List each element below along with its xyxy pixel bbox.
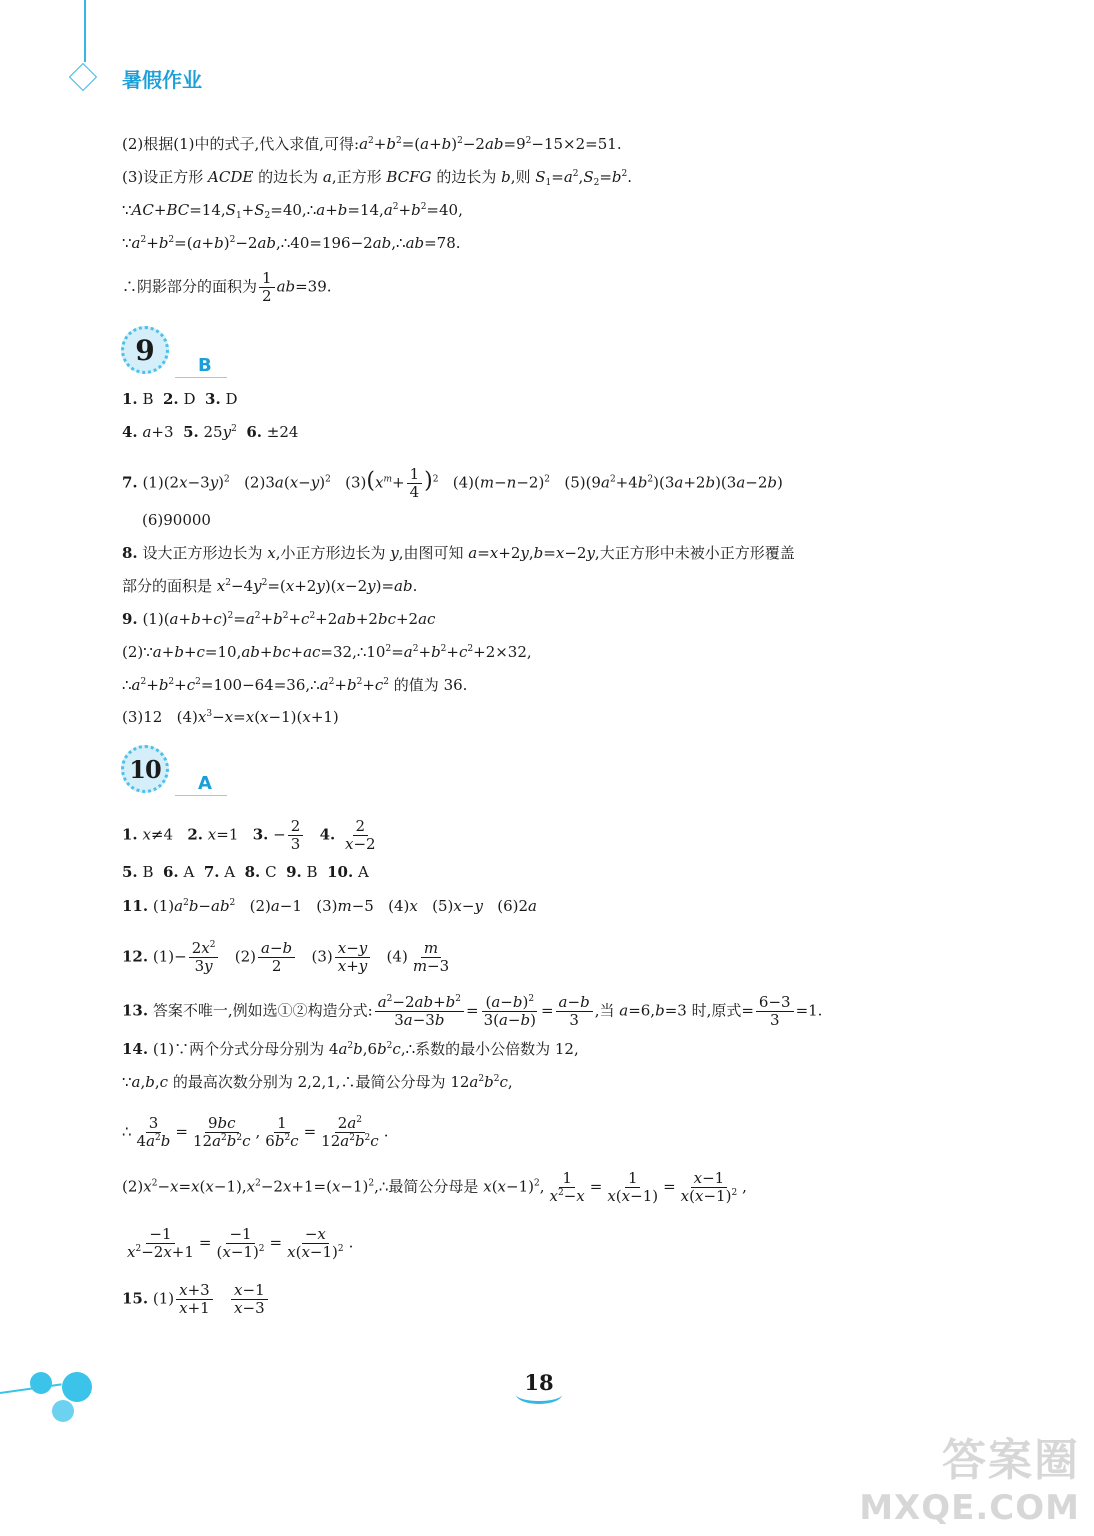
watermark [859,1424,1080,1528]
section-9-badge-icon: 9 [121,326,169,374]
s9-line-5: 8. 设大正方形边长为 x,小正方形边长为 y,由图可知 a=x+2y,b=x−2y,大正方形中未被小正方形覆盖 [122,544,795,562]
section-9-rule [175,377,227,378]
section-10-label: A [198,773,212,794]
s10-line-11: 15. (1) $\frac{x+3}{x+1}$ $\frac{x-1}{x-3}$ [122,1282,270,1317]
section-10-rule [175,795,227,796]
s9-line-7: 9. $(1)(a+b+c)^2=a^2+b^2+c^2+2ab+2bc+2ac$ [122,610,436,628]
s9-line-10: (3)12 $(4)x^3-x=x(x-1)(x+1)$ [122,708,339,726]
s10-line-8: ∴ $\frac{3}{4a^2b}$ = $\frac{9bc}{12a^2b^2c}$ , $\frac{1}{6b^2c}$ = $\frac{2a^2}{12a^2b^2c}$ . [122,1114,389,1150]
decor-dot-icon [30,1372,52,1394]
s10-line-6: 14. (1)∵两个分式分母分别为 $4a^2b,6b^2c,\therefore$系数的最小公倍数为 12, [122,1040,579,1058]
s10-line-7: ∵a,b,c 的最高次数分别为 2,2,1,∴最简公分母为 $12a^2b^2c$, [122,1073,513,1091]
prev-line-3: $\because AC+BC=14,S_1+S_2=40,\therefore a+b=14,a^2+b^2=40$, [122,201,463,221]
section-9-label: B [198,355,212,376]
s10-line-1: 1. x≠4 2. x=1 3. − $\frac{2}{3}$ 4. $\frac{2}{x-2}$ [122,817,376,853]
decor-dot-icon [62,1372,92,1402]
watermark-line-2: MXQE.COM [859,1488,1080,1528]
page-number: 18 [510,1358,568,1406]
s9-line-3: 7. $(1)(2x-3y)^2$ $(2)3a(x-y)^2$ $(3)(x^m+$ $\frac{1}{4}$ )$^2$ $(4)(m-n-2)^2$ $(5)(9a^2+4b^2)(3a+2b)(3a-2b)$ [122,465,783,501]
header-vertical-line [84,0,86,62]
s10-line-5: 13. 答案不唯一,例如选①②构造分式: $\frac{a^2-2ab+b^2}{3a-3b}$ = $\frac{(a-b)^2}{3(a-b)}$ = $\frac{a-b}{3}$ ,当 a=6,b=3 时,原式= $\frac{6-3}{3}$ =1. [122,993,823,1029]
mirror-prev-0 [0,0,1,1]
watermark-line-1: 答案圈 [942,1435,1080,1486]
s9-line-6: 部分的面积是 $x^2-4y^2=(x+2y)(x-2y)=ab$. [122,577,418,595]
prev-line-4: $\because a^2+b^2=(a+b)^2-2ab,\therefore 40=196-2ab,\therefore ab=78$. [122,234,461,252]
section-10-badge-icon: 10 [121,745,169,793]
s9-line-1: 1. B 2. D 3. D [122,390,238,408]
s9-line-2: 4. a+3 5. $25y^2$ 6. ±24 [122,423,299,441]
s10-line-2: 5. B 6. A 7. A 8. C 9. B 10. A [122,863,369,881]
s9-line-8: $(2)\because a+b+c=10,ab+bc+ac=32,\therefore 10^2=a^2+b^2+c^2+2\times 32$, [122,643,532,661]
s10-line-9: $(2)x^2-x=x(x-1),x^2-2x+1=(x-1)^2,\therefore$最简公分母是 $x(x-1)^2$, $\frac{1}{x^2-x}$ = $\frac{1}{x(x-1)}$ = $\frac{x-1}{x(x-1)^2}$ , [122,1169,747,1205]
prev-line-5: ∴阴影部分的面积为 $\frac{1}{2}$ ab=39. [122,269,332,305]
s10-line-10: $\frac{-1}{x^2-2x+1}$ = $\frac{-1}{(x-1)^2}$ = $\frac{-x}{x(x-1)^2}$ . [127,1225,354,1261]
page-header-title: 暑假作业 [122,68,202,92]
s9-line-9: $\therefore a^2+b^2+c^2=100-64=36,\therefore a^2+b^2+c^2$ 的值为 36. [122,676,468,694]
prev-line-1: (2)根据(1)中的式子,代入求值,可得$:a^2+b^2=(a+b)^2-2ab=9^2-15\times 2=51$. [122,135,622,153]
s10-line-4: 12. (1)− $\frac{2x^2}{3y}$ (2) $\frac{a-b}{2}$ (3) $\frac{x-y}{x+y}$ (4) $\frac{m}{m-3}$ [122,939,450,975]
page-number-arc [516,1385,562,1404]
prev-line-2: (3)设正方形 ACDE 的边长为 a,正方形 BCFG 的边长为 b,则 $S_1=a^2,S_2=b^2$. [122,168,633,188]
decor-dot-icon [52,1400,74,1422]
s9-line-4: (6)90000 [142,511,211,529]
s10-line-3: 11. $(1)a^2b-ab^2$ (2)a−1 (3)m−5 (4)x (5)x−y (6)2a [122,897,537,915]
header-diamond-icon [69,63,97,91]
